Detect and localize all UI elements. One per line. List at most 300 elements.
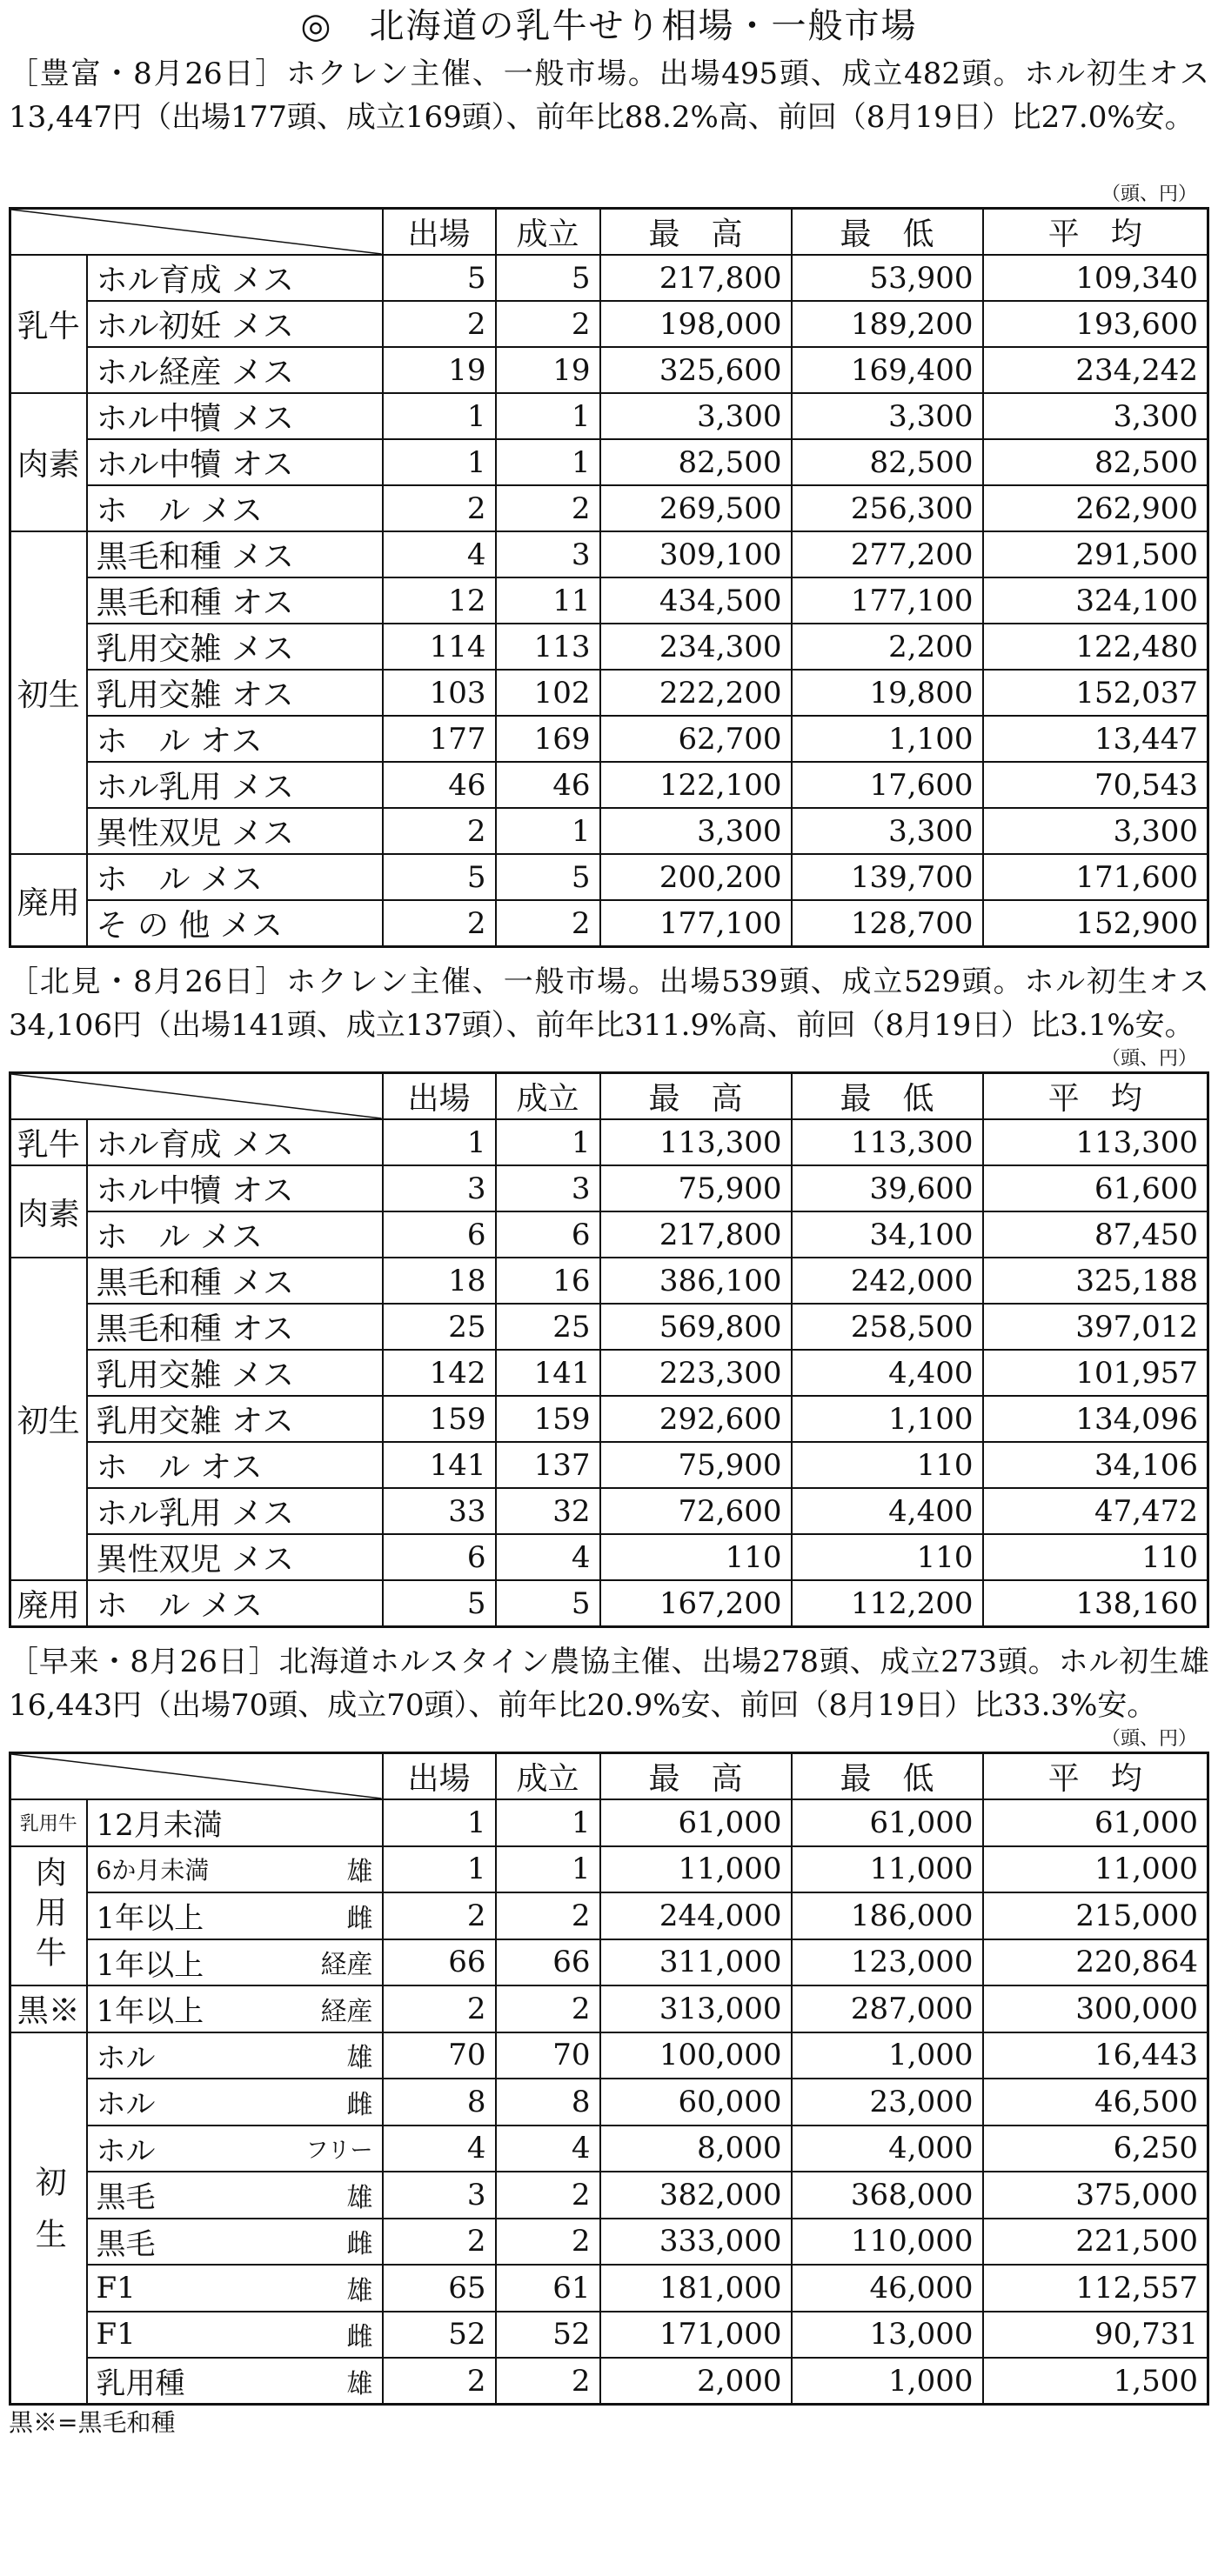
price-min: 113,300 (792, 1119, 983, 1165)
count-sold: 70 (496, 2032, 600, 2079)
count-listed: 2 (383, 2358, 496, 2405)
price-avg: 110 (983, 1534, 1208, 1580)
row-label: ホル育成 メス (87, 1119, 383, 1165)
count-listed: 66 (383, 1939, 496, 1986)
price-max: 198,000 (600, 301, 792, 347)
price-min: 110,000 (792, 2219, 983, 2266)
price-avg: 87,450 (983, 1211, 1208, 1258)
price-min: 139,700 (792, 854, 983, 900)
price-avg: 215,000 (983, 1892, 1208, 1939)
price-min: 258,500 (792, 1304, 983, 1350)
row-label: 黒毛和種 オス (87, 577, 383, 624)
page (9, 0, 1209, 2440)
table-row (10, 1165, 1208, 1211)
price-max: 223,300 (600, 1350, 792, 1396)
price-min: 110 (792, 1442, 983, 1488)
price-min: 2,200 (792, 624, 983, 670)
row-label: 黒毛和種 オス (87, 1304, 383, 1350)
count-sold: 8 (496, 2079, 600, 2126)
header-corner (10, 209, 383, 256)
row-label: ホ ル メス (87, 1580, 383, 1627)
price-min: 61,000 (792, 1799, 983, 1846)
table-row (10, 1258, 1208, 1304)
column-header: 成立 (496, 1073, 600, 1120)
table-row (10, 808, 1208, 854)
price-min: 13,000 (792, 2312, 983, 2359)
count-sold: 4 (496, 2126, 600, 2172)
count-listed: 2 (383, 2219, 496, 2266)
count-sold: 1 (496, 1119, 600, 1165)
count-sold: 113 (496, 624, 600, 670)
row-label (87, 2032, 383, 2079)
price-avg: 193,600 (983, 301, 1208, 347)
count-sold: 2 (496, 1892, 600, 1939)
count-sold: 25 (496, 1304, 600, 1350)
price-min: 277,200 (792, 531, 983, 577)
row-label: 乳用交雑 オス (87, 1396, 383, 1442)
price-avg: 3,300 (983, 393, 1208, 439)
count-listed: 159 (383, 1396, 496, 1442)
price-max: 200,200 (600, 854, 792, 900)
count-listed: 4 (383, 2126, 496, 2172)
table-row (10, 1211, 1208, 1258)
row-label (87, 2358, 383, 2405)
count-sold: 6 (496, 1211, 600, 1258)
price-max: 434,500 (600, 577, 792, 624)
table-row (10, 2126, 1208, 2172)
table-row (10, 1939, 1208, 1986)
count-sold: 2 (496, 485, 600, 531)
row-gender: 雌 (346, 1903, 373, 1934)
price-max: 292,600 (600, 1396, 792, 1442)
price-max: 234,300 (600, 624, 792, 670)
column-header: 最 低 (792, 209, 983, 256)
count-listed: 2 (383, 1985, 496, 2032)
row-type: ホル (96, 2087, 156, 2123)
column-header: 平 均 (983, 1073, 1208, 1120)
column-header: 平 均 (983, 209, 1208, 256)
price-max: 72,600 (600, 1488, 792, 1534)
price-max: 82,500 (600, 439, 792, 485)
category-cell: 肉用牛 (10, 1846, 87, 1986)
row-label: ホ ル メス (87, 1211, 383, 1258)
row-type: 1年以上 (96, 1947, 204, 1983)
price-min: 186,000 (792, 1892, 983, 1939)
count-listed: 70 (383, 2032, 496, 2079)
row-label: 異性双児 メス (87, 808, 383, 854)
price-avg: 291,500 (983, 531, 1208, 577)
count-sold: 4 (496, 1534, 600, 1580)
count-listed: 8 (383, 2079, 496, 2126)
price-avg: 13,447 (983, 716, 1208, 762)
price-max: 60,000 (600, 2079, 792, 2126)
count-listed: 2 (383, 1892, 496, 1939)
count-sold: 2 (496, 2358, 600, 2405)
price-min: 287,000 (792, 1985, 983, 2032)
price-max: 569,800 (600, 1304, 792, 1350)
header-row (10, 1753, 1208, 1800)
table-row (10, 624, 1208, 670)
count-sold: 66 (496, 1939, 600, 1986)
count-listed: 1 (383, 1799, 496, 1846)
column-header: 平 均 (983, 1753, 1208, 1800)
unit-note-3: （頭、円） (1101, 1728, 1197, 1750)
column-header: 最 高 (600, 1073, 792, 1120)
count-sold: 141 (496, 1350, 600, 1396)
price-avg: 109,340 (983, 255, 1208, 301)
table-row (10, 2358, 1208, 2405)
count-listed: 114 (383, 624, 496, 670)
price-min: 53,900 (792, 255, 983, 301)
table-row (10, 1534, 1208, 1580)
price-avg: 138,160 (983, 1580, 1208, 1627)
price-min: 1,100 (792, 1396, 983, 1442)
row-gender: 経産 (320, 1950, 373, 1981)
count-sold: 5 (496, 854, 600, 900)
count-sold: 1 (496, 1846, 600, 1893)
price-avg: 171,600 (983, 854, 1208, 900)
row-label: 乳用交雑 メス (87, 1350, 383, 1396)
price-min: 4,400 (792, 1488, 983, 1534)
row-label (87, 1985, 383, 2032)
table-row (10, 2312, 1208, 2359)
price-max: 11,000 (600, 1846, 792, 1893)
price-max: 382,000 (600, 2172, 792, 2219)
table-row (10, 900, 1208, 947)
price-avg: 61,600 (983, 1165, 1208, 1211)
count-sold: 1 (496, 1799, 600, 1846)
row-label: 乳用交雑 メス (87, 624, 383, 670)
count-listed: 141 (383, 1442, 496, 1488)
row-type: 12月未満 (96, 1808, 223, 1844)
price-avg: 112,557 (983, 2265, 1208, 2312)
price-max: 311,000 (600, 1939, 792, 1986)
table-row (10, 577, 1208, 624)
table-row (10, 2172, 1208, 2219)
column-header: 成立 (496, 209, 600, 256)
table-row (10, 531, 1208, 577)
category-cell: 廃用 (10, 1580, 87, 1627)
price-max: 217,800 (600, 255, 792, 301)
table-row (10, 1304, 1208, 1350)
row-label: 黒毛和種 メス (87, 1258, 383, 1304)
price-avg: 262,900 (983, 485, 1208, 531)
market-1-table-wrap (9, 207, 1209, 948)
count-listed: 3 (383, 1165, 496, 1211)
table-row (10, 2079, 1208, 2126)
row-type: 黒毛 (96, 2180, 156, 2216)
table-row (10, 716, 1208, 762)
column-header: 出場 (383, 1753, 496, 1800)
price-max: 217,800 (600, 1211, 792, 1258)
header-row (10, 1073, 1208, 1120)
price-max: 386,100 (600, 1258, 792, 1304)
price-avg: 70,543 (983, 762, 1208, 808)
count-listed: 5 (383, 1580, 496, 1627)
price-avg: 16,443 (983, 2032, 1208, 2079)
table-row (10, 1442, 1208, 1488)
count-sold: 2 (496, 900, 600, 947)
row-gender: 経産 (320, 1996, 373, 2027)
category-cell: 乳用牛 (10, 1799, 87, 1846)
price-max: 313,000 (600, 1985, 792, 2032)
row-label: ホル中犢 オス (87, 439, 383, 485)
row-gender: 雄 (346, 2043, 373, 2074)
row-label (87, 1939, 383, 1986)
table-row (10, 854, 1208, 900)
row-label: 異性双児 メス (87, 1534, 383, 1580)
row-type: ホル (96, 2040, 156, 2076)
count-listed: 2 (383, 808, 496, 854)
category-cell: 乳牛 (10, 1119, 87, 1165)
unit-note-1: （頭、円） (1101, 184, 1197, 205)
row-label (87, 2079, 383, 2126)
row-gender: 雌 (346, 2322, 373, 2353)
price-min: 4,000 (792, 2126, 983, 2172)
price-max: 269,500 (600, 485, 792, 531)
count-sold: 52 (496, 2312, 600, 2359)
row-label (87, 2126, 383, 2172)
price-avg: 220,864 (983, 1939, 1208, 1986)
price-avg: 82,500 (983, 439, 1208, 485)
price-max: 181,000 (600, 2265, 792, 2312)
count-listed: 5 (383, 854, 496, 900)
count-sold: 3 (496, 1165, 600, 1211)
header-corner (10, 1753, 383, 1800)
row-label: 乳用交雑 オス (87, 670, 383, 716)
price-min: 3,300 (792, 808, 983, 854)
price-max: 244,000 (600, 1892, 792, 1939)
market-table (9, 1071, 1209, 1628)
table-row (10, 1892, 1208, 1939)
table-row (10, 2219, 1208, 2266)
count-sold: 16 (496, 1258, 600, 1304)
price-avg: 11,000 (983, 1846, 1208, 1893)
price-min: 19,800 (792, 670, 983, 716)
market-2-table-wrap (9, 1071, 1209, 1628)
row-label (87, 2172, 383, 2219)
category-cell: 廃用 (10, 854, 87, 947)
count-listed: 142 (383, 1350, 496, 1396)
row-label (87, 1892, 383, 1939)
price-avg: 300,000 (983, 1985, 1208, 2032)
price-max: 75,900 (600, 1442, 792, 1488)
count-listed: 25 (383, 1304, 496, 1350)
market-table (9, 207, 1209, 948)
table-row (10, 485, 1208, 531)
count-sold: 169 (496, 716, 600, 762)
market-1-intro: ［豊富・8月26日］ホクレン主催、一般市場。出場495頭、成立482頭。ホル初生オス13,447円（出場177頭、成立169頭）、前年比88.2%高、前回（8月19日）比27.0%安。 (9, 57, 1209, 135)
price-avg: 61,000 (983, 1799, 1208, 1846)
table-row (10, 1488, 1208, 1534)
footnote: 黒※=黒毛和種 (9, 2408, 176, 2437)
price-min: 123,000 (792, 1939, 983, 1986)
count-listed: 6 (383, 1534, 496, 1580)
price-avg: 46,500 (983, 2079, 1208, 2126)
price-min: 4,400 (792, 1350, 983, 1396)
count-sold: 5 (496, 1580, 600, 1627)
market-3-table-wrap (9, 1752, 1209, 2406)
price-min: 368,000 (792, 2172, 983, 2219)
price-max: 171,000 (600, 2312, 792, 2359)
price-min: 128,700 (792, 900, 983, 947)
price-min: 169,400 (792, 347, 983, 393)
row-type: ホル (96, 2133, 156, 2169)
row-label: ホ ル メス (87, 485, 383, 531)
row-label: ホル中犢 オス (87, 1165, 383, 1211)
table-row (10, 1846, 1208, 1893)
count-listed: 19 (383, 347, 496, 393)
page-title: ◎ 北海道の乳牛せり相場・一般市場 (300, 6, 918, 46)
price-min: 110 (792, 1534, 983, 1580)
row-label: ホ ル メス (87, 854, 383, 900)
count-listed: 1 (383, 1119, 496, 1165)
table-row (10, 1396, 1208, 1442)
price-min: 177,100 (792, 577, 983, 624)
row-gender: 雄 (346, 2368, 373, 2399)
row-type: 6か月未満 (96, 1856, 210, 1885)
category-cell: 初生 (10, 1258, 87, 1580)
price-avg: 375,000 (983, 2172, 1208, 2219)
row-label: ホル乳用 メス (87, 1488, 383, 1534)
price-avg: 1,500 (983, 2358, 1208, 2405)
price-avg: 324,100 (983, 577, 1208, 624)
price-avg: 101,957 (983, 1350, 1208, 1396)
price-max: 113,300 (600, 1119, 792, 1165)
price-max: 309,100 (600, 531, 792, 577)
price-min: 1,100 (792, 716, 983, 762)
count-sold: 19 (496, 347, 600, 393)
price-max: 222,200 (600, 670, 792, 716)
count-listed: 3 (383, 2172, 496, 2219)
price-avg: 397,012 (983, 1304, 1208, 1350)
price-max: 177,100 (600, 900, 792, 947)
price-avg: 325,188 (983, 1258, 1208, 1304)
count-listed: 4 (383, 531, 496, 577)
price-avg: 113,300 (983, 1119, 1208, 1165)
count-listed: 2 (383, 485, 496, 531)
row-type: 1年以上 (96, 1994, 204, 2030)
row-type: F1 (96, 2270, 136, 2306)
category-cell: 初生 (10, 531, 87, 854)
price-min: 34,100 (792, 1211, 983, 1258)
price-avg: 3,300 (983, 808, 1208, 854)
row-gender: 雄 (346, 1857, 373, 1888)
table-row (10, 1985, 1208, 2032)
row-type: 乳用種 (96, 2366, 185, 2401)
price-min: 82,500 (792, 439, 983, 485)
price-avg: 47,472 (983, 1488, 1208, 1534)
table-row (10, 670, 1208, 716)
price-min: 189,200 (792, 301, 983, 347)
price-max: 3,300 (600, 393, 792, 439)
row-gender: 雄 (346, 2182, 373, 2213)
count-sold: 2 (496, 2219, 600, 2266)
price-max: 325,600 (600, 347, 792, 393)
column-header: 出場 (383, 209, 496, 256)
market-2-intro: ［北見・8月26日］ホクレン主催、一般市場。出場539頭、成立529頭。ホル初生オス34,106円（出場141頭、成立137頭）、前年比311.9%高、前回（8月19日）比3.1%安。 (9, 964, 1209, 1043)
table-row (10, 1799, 1208, 1846)
count-sold: 2 (496, 2172, 600, 2219)
row-label: ホル初妊 メス (87, 301, 383, 347)
column-header: 出場 (383, 1073, 496, 1120)
count-listed: 46 (383, 762, 496, 808)
table-row (10, 1119, 1208, 1165)
price-avg: 134,096 (983, 1396, 1208, 1442)
row-label: ホ ル オス (87, 1442, 383, 1488)
category-cell: 初生 (10, 2032, 87, 2405)
count-sold: 61 (496, 2265, 600, 2312)
category-cell: 肉素 (10, 1165, 87, 1258)
row-type: 黒毛 (96, 2226, 156, 2262)
row-label: ホル乳用 メス (87, 762, 383, 808)
price-avg: 152,900 (983, 900, 1208, 947)
count-listed: 33 (383, 1488, 496, 1534)
count-sold: 5 (496, 255, 600, 301)
price-max: 62,700 (600, 716, 792, 762)
count-sold: 1 (496, 393, 600, 439)
count-listed: 52 (383, 2312, 496, 2359)
table-row (10, 1580, 1208, 1627)
count-listed: 1 (383, 439, 496, 485)
count-listed: 65 (383, 2265, 496, 2312)
column-header: 最 低 (792, 1753, 983, 1800)
unit-note-2: （頭、円） (1101, 1048, 1197, 1070)
price-min: 46,000 (792, 2265, 983, 2312)
price-avg: 34,106 (983, 1442, 1208, 1488)
count-sold: 137 (496, 1442, 600, 1488)
count-sold: 46 (496, 762, 600, 808)
count-sold: 32 (496, 1488, 600, 1534)
table-row (10, 2032, 1208, 2079)
count-sold: 1 (496, 808, 600, 854)
table-row (10, 439, 1208, 485)
price-max: 122,100 (600, 762, 792, 808)
price-min: 39,600 (792, 1165, 983, 1211)
price-max: 167,200 (600, 1580, 792, 1627)
count-listed: 5 (383, 255, 496, 301)
price-max: 110 (600, 1534, 792, 1580)
column-header: 最 低 (792, 1073, 983, 1120)
count-listed: 177 (383, 716, 496, 762)
table-row (10, 347, 1208, 393)
row-label: ホ ル オス (87, 716, 383, 762)
price-min: 112,200 (792, 1580, 983, 1627)
price-min: 1,000 (792, 2032, 983, 2079)
price-max: 3,300 (600, 808, 792, 854)
count-listed: 18 (383, 1258, 496, 1304)
price-avg: 221,500 (983, 2219, 1208, 2266)
category-cell: 肉素 (10, 393, 87, 531)
row-label (87, 2219, 383, 2266)
price-min: 17,600 (792, 762, 983, 808)
price-max: 61,000 (600, 1799, 792, 1846)
price-min: 3,300 (792, 393, 983, 439)
price-min: 23,000 (792, 2079, 983, 2126)
market-table (9, 1752, 1209, 2406)
row-label (87, 2265, 383, 2312)
category-cell: 乳牛 (10, 255, 87, 393)
count-listed: 2 (383, 900, 496, 947)
count-sold: 102 (496, 670, 600, 716)
price-avg: 90,731 (983, 2312, 1208, 2359)
count-sold: 1 (496, 439, 600, 485)
row-type: F1 (96, 2317, 136, 2352)
row-gender: 雌 (346, 2089, 373, 2120)
row-label (87, 2312, 383, 2359)
row-label: そ の 他 メス (87, 900, 383, 947)
price-avg: 122,480 (983, 624, 1208, 670)
